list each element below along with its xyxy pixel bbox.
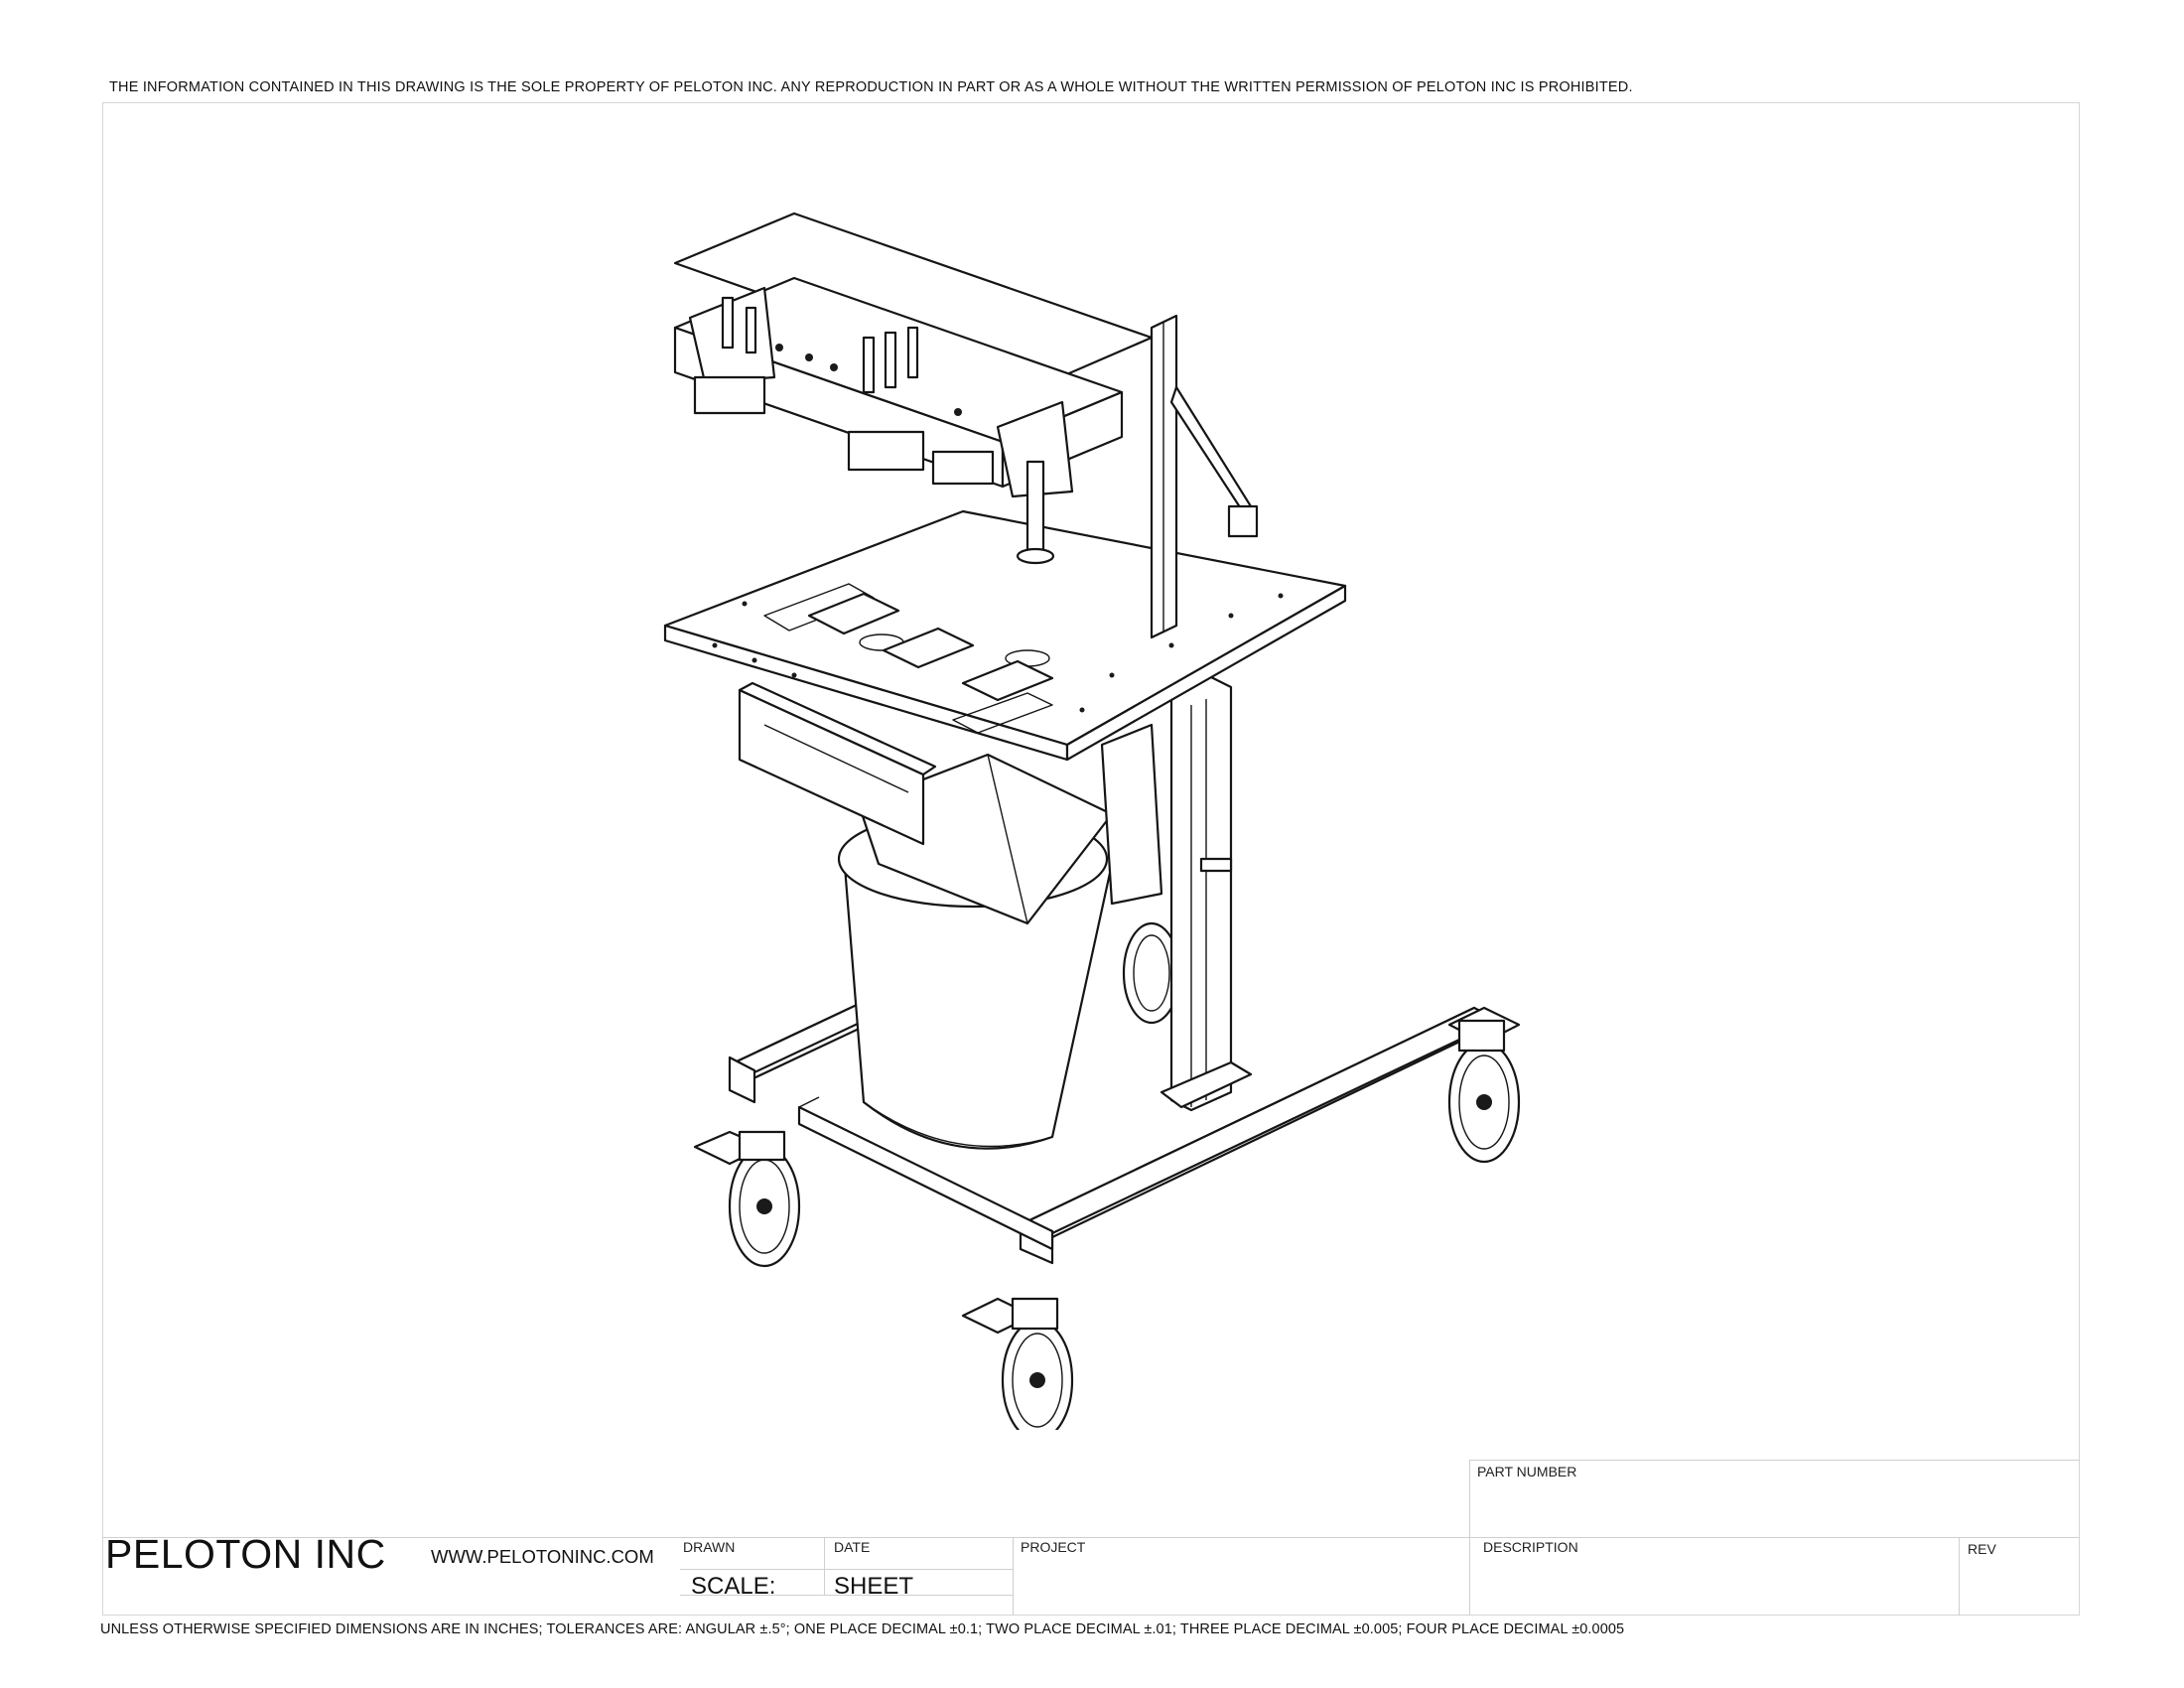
caster-front-right xyxy=(963,1299,1072,1430)
company-name: PELOTON INC xyxy=(105,1531,386,1577)
title-block-mid-rule xyxy=(102,1537,2080,1538)
drawn-label: DRAWN xyxy=(683,1539,736,1555)
title-block-vrule-3 xyxy=(1013,1537,1014,1616)
part-number-label: PART NUMBER xyxy=(1477,1464,1577,1479)
caster-rear-right xyxy=(1449,1008,1519,1162)
date-label: DATE xyxy=(834,1539,871,1555)
base-frame xyxy=(730,899,1499,1263)
lift-column xyxy=(1161,677,1251,1110)
isometric-machine-drawing xyxy=(635,209,1578,1430)
title-block-scale-rule xyxy=(680,1569,1013,1570)
company-website: WWW.PELOTONINC.COM xyxy=(431,1546,654,1567)
tolerance-note: UNLESS OTHERWISE SPECIFIED DIMENSIONS ARE IN INCHES; TOLERANCES ARE: ANGULAR ±.5°; ONE PLACE DECIMAL ±0.1; TWO PLACE DECIMAL ±.01; THREE PLACE DECIMAL ±0.005; FOUR PLACE DECIMAL ±0.0005 xyxy=(100,1621,1625,1637)
caster-front-left xyxy=(695,1132,799,1266)
proprietary-notice: THE INFORMATION CONTAINED IN THIS DRAWING IS THE SOLE PROPERTY OF PELOTON INC. ANY REPRODUCTION IN PART OR AS A WHOLE WITHOUT THE WRITTEN PERMISSION OF PELOTON INC IS PROHIBITED. xyxy=(109,79,1633,95)
title-block-top-rule xyxy=(1469,1460,2080,1461)
project-label: PROJECT xyxy=(1021,1539,1086,1555)
title-block-vrule-1 xyxy=(1469,1460,1470,1616)
fixture-head xyxy=(675,213,1152,563)
description-label: DESCRIPTION xyxy=(1483,1539,1578,1555)
title-block-vrule-2 xyxy=(824,1537,825,1595)
rev-label: REV xyxy=(1968,1541,1996,1557)
sheet-label: SHEET xyxy=(834,1573,914,1600)
title-block-vrule-4 xyxy=(1959,1537,1960,1616)
scale-label: SCALE: xyxy=(691,1573,776,1600)
